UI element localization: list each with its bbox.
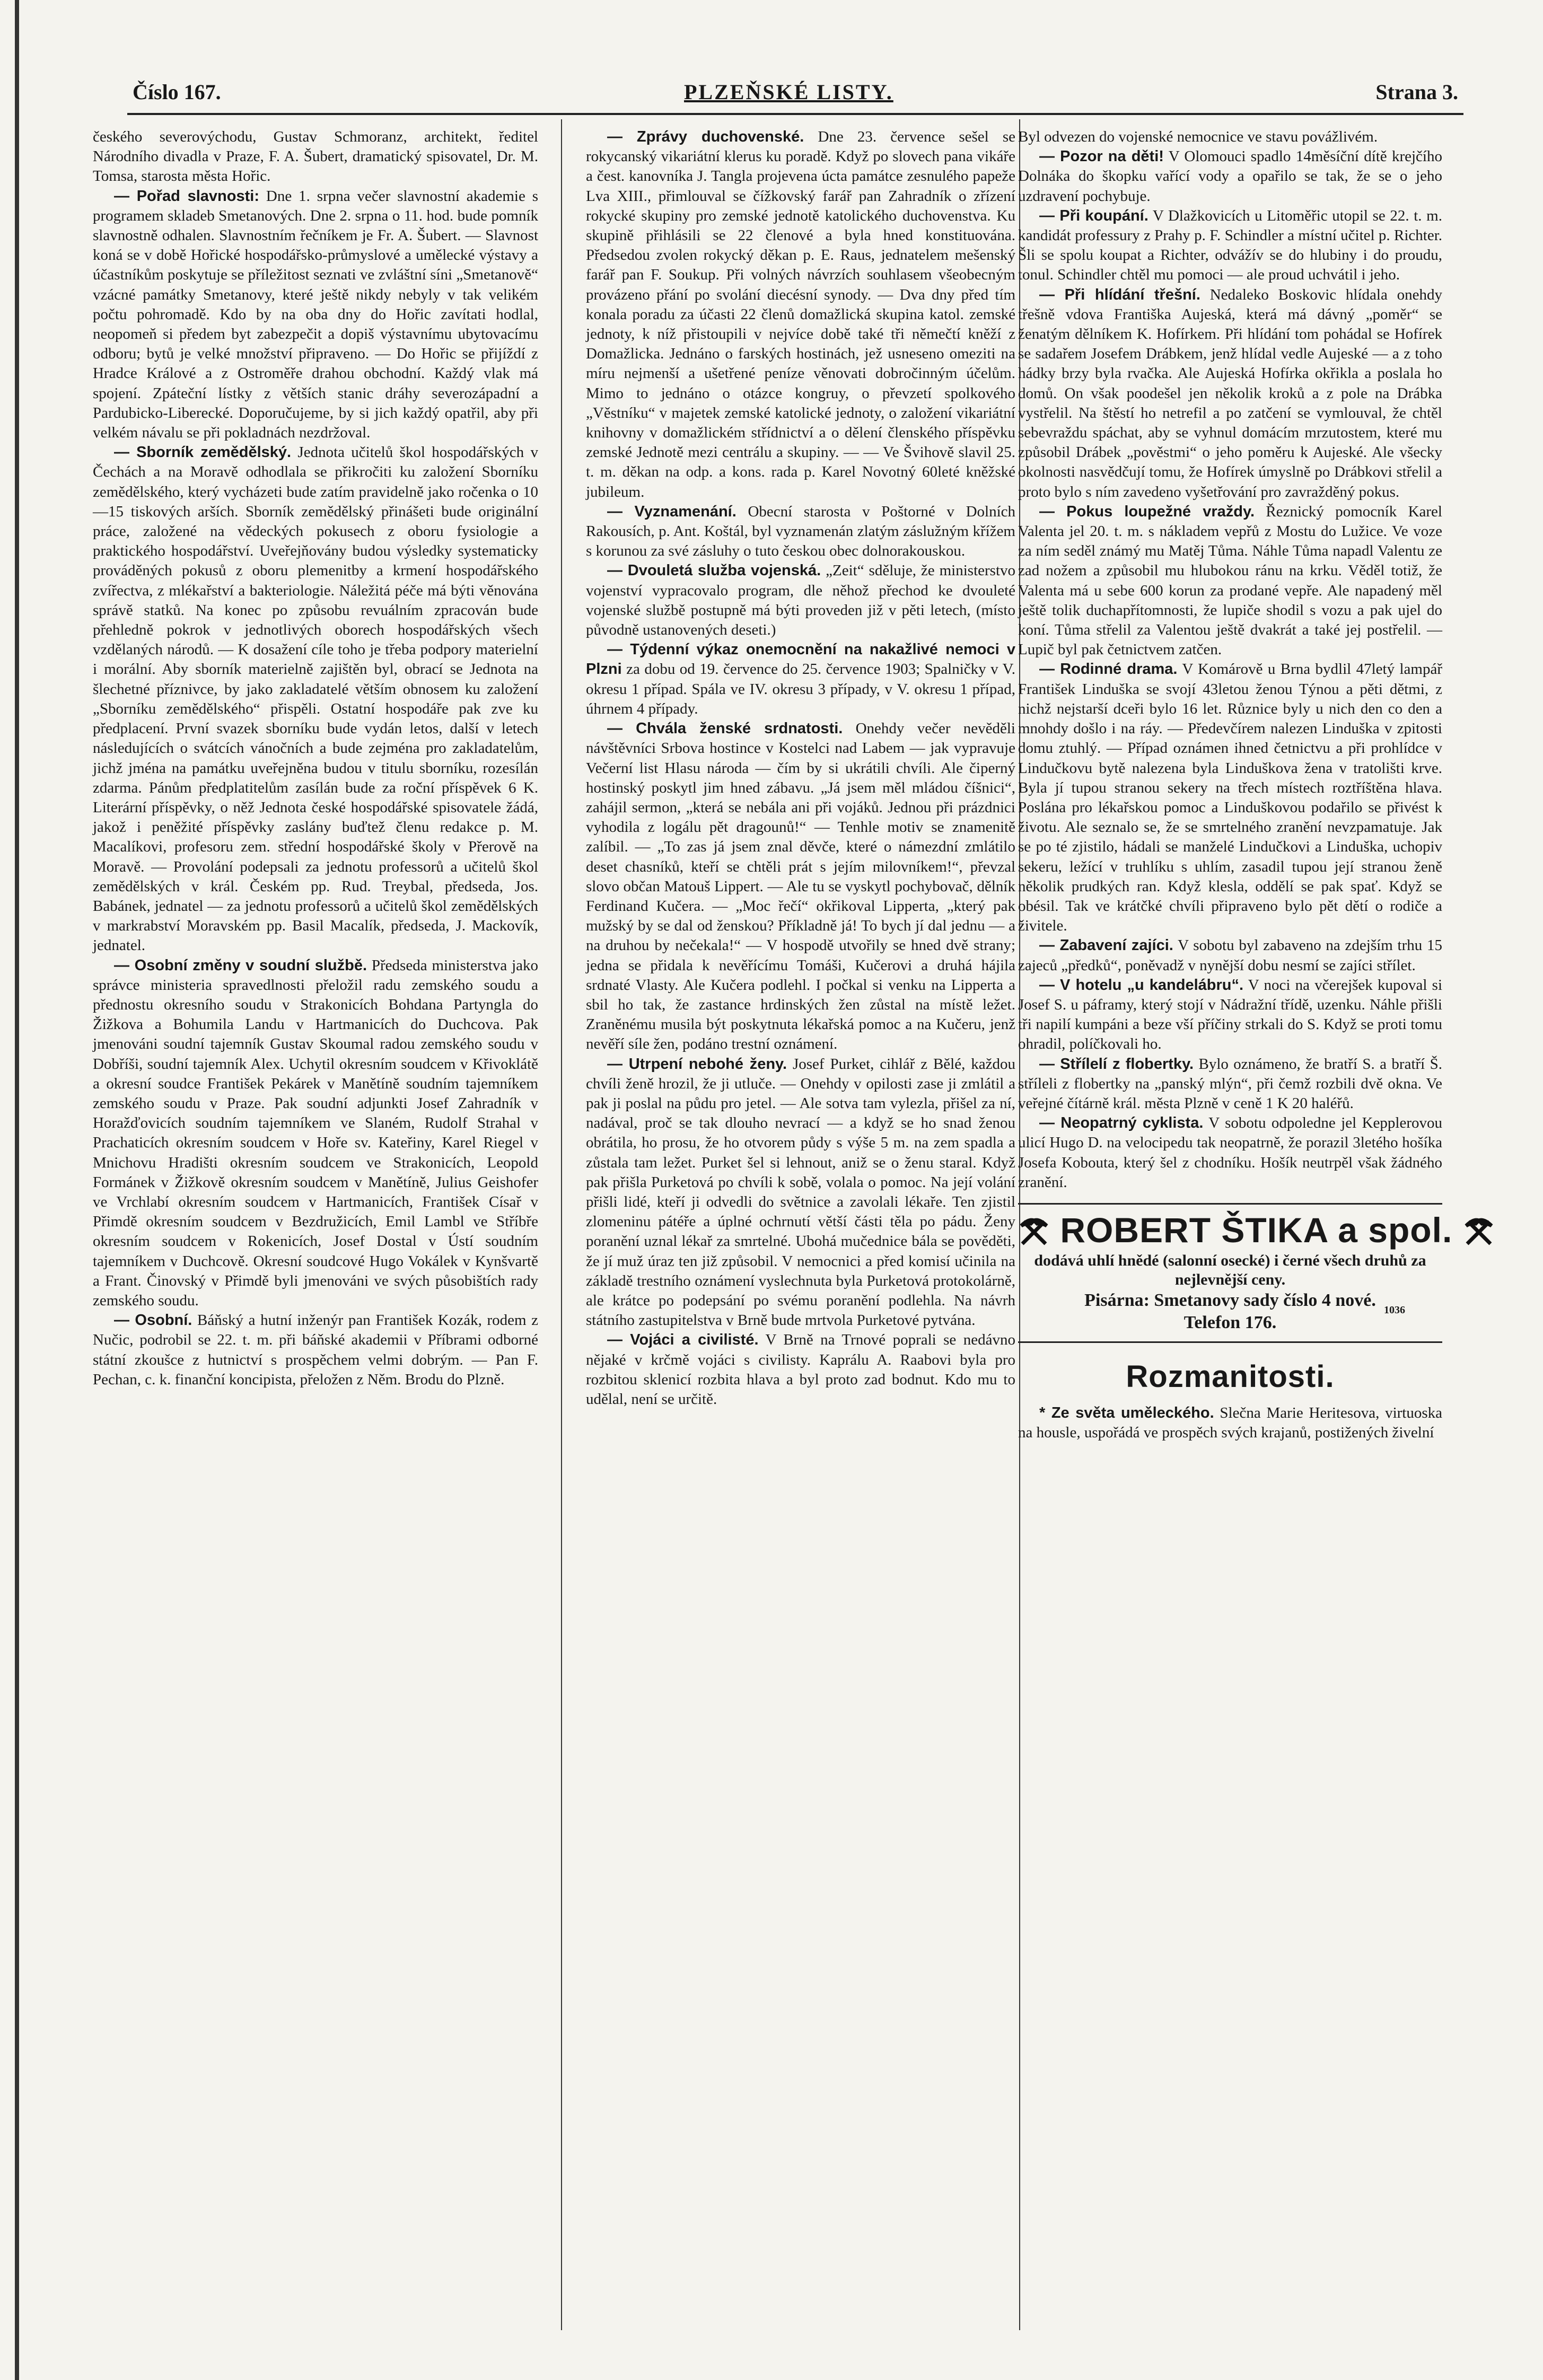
article-heading: — Při hlídání třešní. — [1039, 286, 1200, 303]
article-heading: * Ze světa uměleckého. — [1039, 1404, 1214, 1421]
article-heading: — V hotelu „u kandelábru“. — [1039, 976, 1244, 994]
ad-address: Pisárna: Smetanovy sady číslo 4 nové. — [1084, 1290, 1376, 1310]
article-heading: — Pořad slavnosti: — [114, 187, 259, 205]
ad-code: 1036 — [1384, 1304, 1405, 1316]
article-paragraph — [1018, 285, 1442, 502]
article-paragraph — [93, 1311, 538, 1390]
ad-brand — [1018, 1209, 1453, 1251]
article-paragraph — [1018, 1113, 1442, 1192]
article-text: Josef Purket, cihlář z Bělé, každou chvíli ženě hrozil, že ji utluče. — Onehdy v opilosti zase ji zmlátil a pak ji poslal na půdu pro jetel. — Ale sotva tam vylezla, přišel za ní, nadával, proč se tak dlouho nevrací — a když se ho snad ženou obrátila, ho prosu, že ho otvorem půdy s výše 5 m. na zem spadla a zůstala tam ležet. Purket šel si lehnout, aniž se o ženu staral. Když pak přišla Purketová po chvíli k sobě, volala o pomoc. Na její volání přišli lidé, kteří ji odvedli do světnice a zavolali lékaře. Ten zjistil zlomeninu pátéře a úplné ochrnutí větší části těla po pádu. Ženy poranění uznal lékař za smrtelné. Ubohá mučednice bála se pověděti, že jí muž úraz ten již způsobil. V nemocnici a před komisí učinila na základě trestního oznámení vyslechnuta byla Purketová protokolárně, ale krátce po podepsání po svému poranění podlehla. Na návrh státního zastupitelstva v Brně bude mrtvola Purketové pytvána. — [586, 1055, 1015, 1329]
article-text: V Brně na Trnové poprali se nedávno nějaké v krčmě vojáci s civilisty. Kaprálu A. Raabovi byla pro rozbitou sklenicí rozbita hlava a byl proto zad bodnut. Kdo mu to udělal, není se určitě. — [586, 1331, 1015, 1408]
article-paragraph — [586, 1055, 1015, 1331]
advertisement — [1018, 1203, 1453, 1343]
masthead — [133, 75, 1458, 107]
article-heading: — Utrpení nebohé ženy. — [607, 1055, 787, 1073]
column-divider — [561, 119, 562, 2330]
article-text: Předseda ministerstva jako správce ministeria spravedlnosti přeložil radu zemského soudu a přednostu okresního soudu v Strakonicích Bohdana Partyngla do Žižkova a Bohumila Landu v Hartmanicích do Duchcova. Pak jmenováni soudní tajemník Gustav Skoumal radou zemského soudu v Dobříši, soudní tajemník Alex. Uchytil okresním soudcem v Křivoklátě a okresní soudce František Pekárek v Manětíně soudním tajemníkem zemského soudu v Praze. Pak soudní adjunkti Josef Zahradník v Horažďovicích soudním tajemníkem ve Slaném, Rudolf Strahal v Prachaticích okresním soudcem v Hoře sv. Kateřiny, Karel Riegel v Mnichovu Hradišti okresním soudcem ve Strakonicích, Leopold Formánek v Žižkově okresním soudcem v Manětíně, Julius Geishofer ve Vrchlabí okresním soudcem v Hartmanicích, František Císař v Přimdě okresním soudcem v Bezdružicích, Emil Lambl ve Stříbře okresním soudcem v Rokenicích, Josef Dostal v Ústí soudním tajemníkem v Duchcově. Okresní soudcové Hugo Vokálek v Kynšvartě a Frant. Činovský v Přimdě byli jmenováni ve svých působištích rady zemského soudu. — [93, 956, 539, 1309]
column-3 — [1018, 127, 1453, 1443]
newspaper-title: PLZEŇSKÉ LISTY. — [684, 80, 893, 104]
article-paragraph — [93, 443, 538, 955]
article-text: českého severovýchodu, Gustav Schmoranz, architekt, ředitel Národního divadla v Praze, F. A. Šubert, dramatický spisovatel, Dr. M. Tomsa, starosta města Hořic. — [93, 128, 538, 185]
article-paragraph — [1018, 1403, 1442, 1443]
article-paragraph — [586, 719, 1015, 1054]
article-text: Byl odvezen do vojenské nemocnice ve stavu povážlivém. — [1018, 128, 1378, 145]
page-binding-edge — [15, 0, 19, 2380]
article-paragraph — [1018, 147, 1442, 206]
article-paragraph — [93, 127, 538, 187]
hammer-pick-icon — [1018, 1217, 1050, 1249]
article-text: V noci na včerejšek kupoval si Josef S. u páframy, který stojí v Nádražní třídě, uzenku. Náhle přišli tři napilí kumpáni a beze vší příčiny strkali do S. Když se proti tomu ohradil, políčkovali ho. — [1018, 976, 1442, 1053]
article-paragraph — [586, 127, 1015, 502]
article-paragraph — [1018, 660, 1442, 936]
article-text: V sobotu odpoledne jel Kepplerovou ulicí Hugo D. na velocipedu tak neopatrně, že porazil 3letého hošíka Josefa Kobouta, který šel z chodníku. Hošík neutrpěl však žádného zranění. — [1018, 1114, 1442, 1191]
article-text: Onehdy večer nevěděli návštěvníci Srbova hostince v Kostelci nad Labem — jak vypravuje Večerní list Hlasu národa — čím by si ukrátili chvíli. Ale čiperný hostinský poskytl jim hned zábavu. „Já jsem měl mládou číšnici“, zahájil sermon, „která se nebála ani při vojáků. Jednou při prázdnici vyhodila z logálu pět dragounů!“ — Tenhle motiv se znamenitě zalíbil. — „To zas já jsem znal děvče, které o námezdní zmlátilo deset chasníků, kteří se chtěli prát s jejím milovníkem!“, převzal slovo občan Matouš Lippert. — Ale tu se vyskytl pochybovač, dělník Ferdinand Kučera. — „Moc řečí“ okřikoval Lipperta, „který pak mužský by se dal od ženskou? Příkladně já! To bych jí dal jednu — a na druhou by nečekala!“ — V hospodě utvořily se hned dvě strany; jedna se přidala k nevěřícímu Tomáši, Kučerovi a druhá hájila srdnaté Vlasty. Ale Kučera podlehl. I počkal si venku na Lipperta a sbil ho tak, že zastance hrdinských žen zůstal na místě ležet. Zraněnému musila být poskytnuta lékařská pomoc a na Kučeru, jenž nevěří síle žen, podáno trestní oznámení. — [586, 720, 1015, 1053]
column-2 — [586, 127, 1015, 1409]
issue-number: Číslo 167. — [133, 80, 221, 104]
article-heading: — Střílelí z flobertky. — [1039, 1055, 1194, 1073]
ad-phone-line — [1018, 1304, 1442, 1334]
section-title: Rozmanitosti. — [1126, 1359, 1335, 1394]
article-paragraph — [1018, 127, 1442, 147]
article-text: Jednota učitelů škol hospodářských v Čechách a na Moravě odhodlala se přikročiti ku založení Sborníku zemědělského, který vycházeti bude zatím pravidelně jako ročenka o 10—15 tiskových arších. Sborník zemědělský přinášeti bude originální práce, založené na vědeckých pokusech z oboru fysiologie a praktického hospodářství. Uveřejňovány budou výsledky systematicky prováděných pokusů z oboru plemenitby a krmení hospodářského zvířectva, z mlékařství a bakteriologie. Náležitá péče má býti věnována správě statků. Na konec po způsobu revuálním zpracován bude přehledně pokrok v jednotlivých oborech hospodářských všech vzdělaných národů. — K dosažení cíle toho je třeba podpory materielní i morální. Aby sborník materielně zajištěn byl, obrací se Jednota na šlechetné příznivce, by jako zakladatelé větším obnosem ku založení „Sborníku zemědělského“ přispěli. Ostatní hospodáře pak zve ku předplacení. První svazek sborníku bude vydán letos, další v letech následujících o svátcích vánočních a bude zejména pro zakladatelům, jichž jména na památku uveřejněna budou v titulu sborníku, rozesílán zdarma. Pánům předplatitelům zasílán bude za roční příspěvek 6 K. Literární příspěvky, o něž Jednota české hospodářské spisovatele žádá, jakož i peněžité příspěvky zaslány buďtež členu redakce p. M. Macalíkovi, profesoru zem. střední hospodářské školy v Přerově na Moravě. — Provolání podepsali za jednotu professorů a učitelů škol zemědělských v král. Českém pp. Rud. Treybal, předseda, Jos. Babánek, jednatel — za jednotu professorů a učitelů škol zemědělských v markrabství Moravském pp. Basil Macalík, předseda, J. Mackovík, jednatel. — [93, 444, 538, 954]
article-text: V Komárově u Brna bydlil 47letý lampář František Linduška se svojí 43letou ženou Týnou a pěti dětmi, z nichž nejstarší dceři bylo 16 let. Různice byly u nich den co den a mnohdy došlo i na ráy. — Předevčírem nalezen Linduška v zpitosti domu ztuhlý. — Případ oznámen ihned četnictvu a při prohlídce v Lindučkovu bytě nalezena byla Linduškova žena v tratolišti krve. Byla jí tupou stranou sekery na třech místech roztříštěna hlava. Poslána pro lékařskou pomoc a Linduškovou podařilo se přivést k životu. Ale seznalo se, že se smrtelného zranění nevzpamatuje. Jak se po té zjistilo, hádali se manželé Lindučkovi a Linduška, uchopiv sekeru, ležící v truhlíku s uhlím, zasadil tupou její stranou ženě několik prudkých ran. Když klesla, oddělí se pak spať. Když se obésil. Tak ve krátčké chvíli připraveno bylo pět dětí o rodiče a živitele. — [1018, 661, 1442, 935]
article-text: Báňský a hutní inženýr pan František Kozák, rodem z Nučic, podrobil se 22. t. m. při báňské akademii v Příbrami odborné státní zkoušce z hutnictví s prospěchem velmi dobrým. — Pan F. Pechan, c. k. finanční koncipista, přeložen z Něm. Brodu do Plzně. — [93, 1312, 539, 1388]
article-heading: — Pozor na děti! — [1039, 148, 1164, 165]
article-paragraph — [1018, 502, 1442, 660]
column-1 — [93, 127, 538, 1390]
ad-company-name: ROBERT ŠTIKA a spol. — [1060, 1210, 1453, 1250]
article-text: Nedaleko Boskovic hlídala onehdy třešně vdova Františka Aujeská, která má dávný „poměr“ se ženatým dělníkem K. Hofírkem. Při hlídání tom pohádal se Hofírek se sadařem Josefem Drábkem, jenž hlídal vedle Aujeské — a z toho hádky brzy byla rvačka. Ale Aujeská Hofírka okřikla a poslala ho domů. On však poodešel jen několik kroků a z pole na Drábka vystřelil. Na štěstí ho netrefil a po zatčení se vymlouval, že chtěl sebevraždu spáchat, aby se vyhnul domácím mrzutostem, které mu způsobil Drábek „pověstmi“ o jeho poměru k Aujeské. Ale všecky okolnosti nasvědčují tomu, že Hofírek úmyslně po Drábkovi střelil a proto bylo s ním zavedeno vyšetřování pro zavražděný pokus. — [1018, 286, 1442, 500]
article-heading: — Zprávy duchovenské. — [607, 128, 804, 145]
article-paragraph — [1018, 1055, 1442, 1114]
article-paragraph — [586, 640, 1015, 719]
article-text: Dne 1. srpna večer slavnostní akademie s programem skladeb Smetanových. Dne 2. srpna o 11. hod. bude pomník slavnostně odhalen. Slavnostním řečníkem je Fr. A. Šubert. — Slavnost koná se v době Hořické hospodářsko-průmyslové a umělecké výstavy a účastníkům poskytuje se příležitost seznati ve zvláštní síni „Smetanově“ vzácné památky Smetanovy, které ještě nikdy nebyly v tak velikém počtu pohromadě. Kdo by na oba dny do Hořic zavítati hodlal, neopomeň si předem byt zabezpečit a dopiš výstavnímu ubytovacímu odboru; bytů je velké množství připraveno. — Do Hořic se přijíždí z Hradce Králové a z Ostroměře drahou obchodní. Každý vlak má spojení. Zpáteční lístky z větších stanic dráhy severozápadní a Pardubicko-Liberecké. Doporučujeme, by si jich každý opatřil, aby při velkém návalu se při pokladnách nezdržoval. — [93, 187, 539, 442]
article-paragraph — [93, 956, 538, 1311]
article-text: Řeznický pomocník Karel Valenta jel 20. t. m. s nákladem vepřů z Mostu do Lužice. Ve voze za ním seděl známý mu Matěj Tůma. Náhle Tůma napadl Valentu ze zad nožem a způsobil mu hlubokou ránu na krku. Věděl totiž, že Valenta má u sebe 600 korun za prodané vepře. Ale napadený měl ještě tolik duchapřítomnosti, že lupiče shodil s vozu a pak ujel do koní. Tůma střelil za Valentou ještě dvakrát a také jej postřelil. — Lupič byl pak četnictvem zatčen. — [1018, 503, 1442, 658]
article-text: V Dlažkovicích u Litoměřic utopil se 22. t. m. kandidát professury z Prahy p. F. Schindler a místní učitel p. Richter. Šli se spolu koupat a Richter, odvážív se do hlubiny i do proudu, tonul. Schindler chtěl mu pomoci — ale proud uchvátil i jeho. — [1018, 207, 1442, 284]
article-heading: — Vyznamenání. — [607, 503, 737, 520]
article-heading: — Rodinné drama. — [1039, 661, 1178, 678]
article-paragraph — [1018, 206, 1442, 285]
article-heading: — Vojáci a civilisté. — [607, 1331, 759, 1349]
article-paragraph — [93, 187, 538, 443]
article-heading: — Pokus loupežné vraždy. — [1039, 503, 1255, 520]
article-text: „Zeit“ sděluje, že ministerstvo vojenství vypracovalo program, dle něhož přechod ke dvouleté vojenské službě postupně má býti proveden již v pěti letech, (místo původně ustanovených deseti.) — [586, 562, 1015, 639]
column-3-section-articles — [1018, 1403, 1442, 1443]
article-heading: — Osobní. — [114, 1312, 192, 1329]
article-heading: — Při koupání. — [1039, 207, 1149, 224]
article-heading: — Týdenní výkaz onemocnění na nakažlivé nemoci v Plzni — [586, 641, 1015, 678]
article-text: Obecní starosta v Poštorné v Dolních Rakousích, p. Ant. Koštál, byl vyznamenán zlatým záslužným křížem s korunou za své zásluhy o tuto českou obec dolnorakouskou. — [586, 503, 1015, 560]
article-text: za dobu od 19. července do 25. července 1903; Spalničky v V. okresu 1 případ. Spála ve IV. okresu 3 případy, v V. okresu 1 případ, úhrnem 4 případy. — [586, 661, 1015, 717]
article-heading: — Osobní změny v soudní službě. — [114, 956, 367, 974]
article-paragraph — [586, 502, 1015, 561]
article-text: Dne 23. července sešel se rokycanský vikariátní klerus ku poradě. Když po slovech pana vikáře a čest. kanovníka J. Tangla projevena úcta památce zesnulého papeže Lva XIII., přimlouval se čížkovský farář pan Zahradník o zřízení rokycké skupiny pro zemské jednotě katolického duchovenstva. Ku skupině přihlásili se 22 členové a byla hned konstituována. Předsedou zvolen rokycký děkan p. E. Raus, jednatelem mešenský farář pan F. Soukup. Při volných návrzích souhlasem všeobecným provázeno přání po svolání diecésní synody. — Dva dny před tím konala poradu za účasti 22 členů domažlická skupina katol. zemské jednoty, k níž přistoupili v nejvíce době také tři němečtí kněží z Domažlicka. Jednáno o farských hostinách, jež usneseno omeziti na míru nejmenší a ušetřené peníze věnovati dobročinným účelům. Mimo to jednáno o otázce kongruy, o převzetí spolkového „Věstníku“ v majetek zemské katolické jednoty, o založení vikariátní knihovny v domažlickém střídnictví a o dělení členského příspěvku zemské Jednotě mezi centrálu a skupiny. — — Ve Švihově slavil 25. t. m. děkan na odp. a kons. rada p. Karel Novotný 60leté kněžské jubileum. — [586, 128, 1015, 500]
ad-phone: Telefon 176. — [1183, 1312, 1277, 1332]
article-text: Slečna Marie Heritesova, virtuoska na housle, uspořádá ve prospěch svých krajanů, postižených živelní — [1018, 1404, 1442, 1442]
article-text: Bylo oznámeno, že bratří S. a bratří Š. stříleli z flobertky na „panský mlýn“, při čemž rozbili dvě okna. Ve veřejné čítárně král. města Plzně v ceně 1 K 20 haléřů. — [1018, 1055, 1442, 1112]
hammer-pick-icon — [1463, 1217, 1495, 1249]
article-heading: — Chvála ženské srdnatosti. — [607, 720, 843, 737]
page-number: Strana 3. — [1375, 80, 1458, 104]
article-heading: — Zabavení zajíci. — [1039, 937, 1173, 954]
article-heading: — Dvouletá služba vojenská. — [607, 562, 821, 579]
article-heading: — Neopatrný cyklista. — [1039, 1114, 1204, 1132]
masthead-rule — [127, 113, 1463, 115]
article-text: V sobotu byl zabaveno na zdejším trhu 15 zajeců „předků“, poněvadž v nynější dobu nesmí se zajíci střílet. — [1018, 937, 1442, 974]
ad-offer: dodává uhlí hnědé (salonní osecké) i černé všech druhů za nejlevnější ceny. — [1034, 1251, 1426, 1288]
article-paragraph — [1018, 936, 1442, 975]
article-heading: — Sborník zemědělský. — [114, 444, 292, 461]
article-text: V Olomouci spadlo 14měsíční dítě krejčího Dolnáka do škopku vařící vody a opařilo se tak, že se o jeho uzdravení pochybuje. — [1018, 148, 1442, 205]
article-paragraph — [586, 1330, 1015, 1409]
article-paragraph — [1018, 976, 1442, 1055]
article-paragraph — [586, 561, 1015, 640]
column-3-articles — [1018, 127, 1442, 1192]
